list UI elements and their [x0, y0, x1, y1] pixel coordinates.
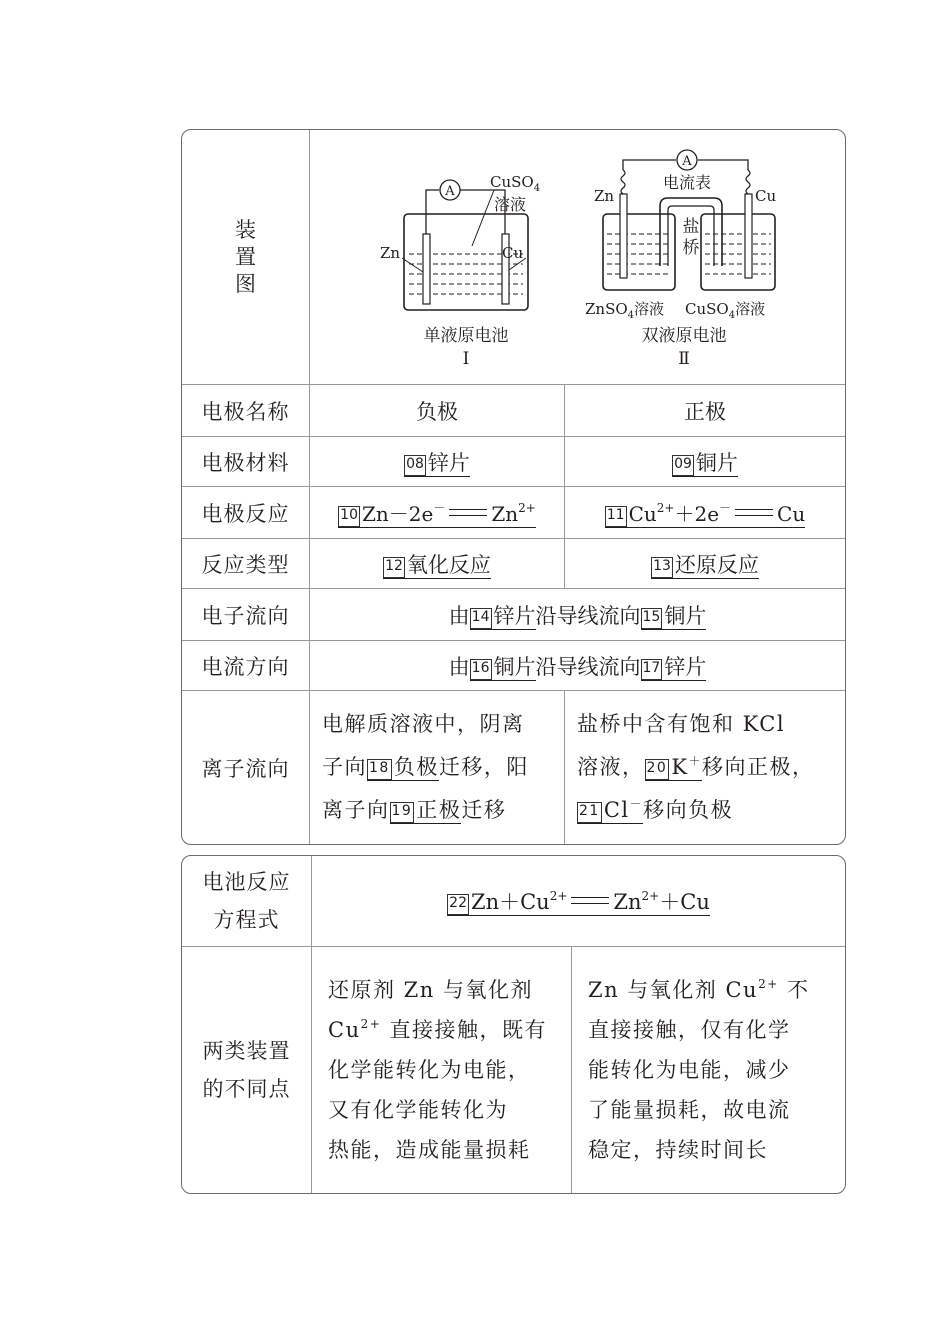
answer-number: 12: [383, 557, 405, 578]
negative-electrode-name: 负极: [310, 385, 565, 437]
single-cell-roman: Ⅰ: [462, 349, 470, 369]
current-direction-text: 由 16 铜片沿导线流向 17 锌片: [310, 641, 845, 691]
single-cell-diagram: [380, 173, 540, 369]
row-label: 电子流向: [182, 589, 310, 641]
salt-bridge-label-2: 桥: [682, 238, 700, 258]
device-label: 装 置 图: [235, 217, 256, 296]
answer-number: 10: [338, 506, 360, 527]
cu-solution-label: CuSO$_4$溶液: [685, 300, 766, 321]
single-cell-ammeter-letter: A: [445, 184, 455, 199]
row-label: 两类装置 的不同点: [182, 947, 312, 1193]
positive-reaction-type: 13 还原反应: [565, 539, 845, 589]
table-row-material: [182, 437, 845, 487]
table-row-device: [182, 130, 845, 385]
table-row-type: [182, 539, 845, 589]
single-cell-zn-electrode: [423, 234, 430, 304]
answer-number: 21: [577, 802, 602, 823]
double-cell-cu-label: Cu: [755, 187, 777, 205]
summary-table: [181, 855, 846, 1194]
double-cell-right-beaker: [701, 214, 775, 290]
row-label: 电极名称: [182, 385, 310, 437]
answer-number: 08: [404, 455, 426, 476]
positive-material: 09 铜片: [565, 437, 845, 487]
double-cell-roman: Ⅱ: [678, 349, 690, 369]
answer-number: 19: [390, 802, 415, 823]
single-cell-solution-label-2: 溶液: [494, 195, 527, 214]
device-diagram-cell: [310, 130, 845, 385]
row-label: 电流方向: [182, 641, 310, 691]
answer-number: 15: [641, 608, 663, 629]
row-label: 电池反应 方程式: [182, 856, 312, 947]
answer-number: 16: [470, 659, 492, 680]
single-cell-caption: 单液原电池: [423, 326, 509, 346]
negative-material: 08 锌片: [310, 437, 565, 487]
zn-solution-label: ZnSO$_4$溶液: [585, 300, 665, 321]
double-cell-zn-electrode: [620, 194, 627, 278]
galvanic-cells-diagram: [310, 130, 844, 384]
answer-number: 20: [645, 759, 670, 780]
double-cell-cu-electrode: [745, 194, 752, 278]
double-cell-zn-label: Zn: [594, 187, 615, 205]
double-cell-ammeter-letter: A: [682, 154, 692, 169]
double-cell-difference: Zn 与氧化剂 $Cu^{2+}$ 不 直接接触，仅有化学 能转化为电能，减少 了能量损耗，故电流 稳定，持续时间长: [588, 977, 810, 1162]
single-cell-solution-label: CuSO$_4$: [490, 173, 541, 194]
table-row-reaction: [182, 487, 845, 539]
table-row-differences: [182, 947, 845, 1193]
single-cell-zn-label: Zn: [380, 244, 401, 262]
answer-number: 22: [447, 894, 469, 915]
salt-bridge-label-1: 盐: [682, 217, 700, 237]
single-cell-cu-label: Cu: [502, 244, 524, 262]
cell-equation: 22 $Zn+Cu^{2+}$ $Zn^{2+}+Cu$: [312, 856, 845, 947]
answer-number: 09: [672, 455, 694, 476]
answer-number: 11: [605, 506, 627, 527]
answer-number: 18: [367, 759, 392, 780]
table-row-electron-flow: [182, 589, 845, 641]
device-label-cell: [182, 130, 310, 385]
positive-reaction: 11 $Cu^{2+}+2e^-$ Cu: [565, 487, 845, 539]
row-label: 电极材料: [182, 437, 310, 487]
table-row-cell-equation: [182, 856, 845, 947]
equals-sign: [735, 509, 773, 516]
double-cell-left-beaker: [603, 214, 675, 290]
single-cell-difference: 还原剂 Zn 与氧化剂 $Cu^{2+}$ 直接接触，既有 化学能转化为电能， 又有化学能转化为 热能，造成能量损耗: [312, 947, 572, 1193]
equals-sign: [449, 509, 487, 516]
row-label: 离子流向: [182, 691, 310, 844]
positive-electrode-name: 正极: [565, 385, 845, 437]
table-row-ion-flow: [182, 691, 845, 844]
table-row-electrode-name: [182, 385, 845, 437]
comparison-table: [181, 129, 846, 845]
row-label: 反应类型: [182, 539, 310, 589]
answer-number: 13: [651, 557, 673, 578]
negative-reaction-type: 12 氧化反应: [310, 539, 565, 589]
electron-flow-text: 由 14 锌片沿导线流向 15 铜片: [310, 589, 845, 641]
negative-reaction: 10 Zn－2e－ $Zn^{2+}$: [310, 487, 565, 539]
ion-flow-right: 盐桥中含有饱和 KCl 溶液， 20 K＋移向正极， 21 Cl－移向负极: [577, 712, 815, 822]
answer-number: 14: [470, 608, 492, 629]
equals-sign: [571, 897, 609, 904]
answer-number: 17: [641, 659, 663, 680]
double-cell-diagram: [585, 150, 776, 369]
double-cell-meter-label: 电流表: [662, 173, 712, 192]
row-label: 电极反应: [182, 487, 310, 539]
ion-flow-left: 电解质溶液中，阴离 子向 18 负极迁移，阳 离子向 19 正极迁移: [310, 691, 565, 844]
double-cell-caption: 双液原电池: [641, 326, 727, 346]
table-row-current-direction: [182, 641, 845, 691]
